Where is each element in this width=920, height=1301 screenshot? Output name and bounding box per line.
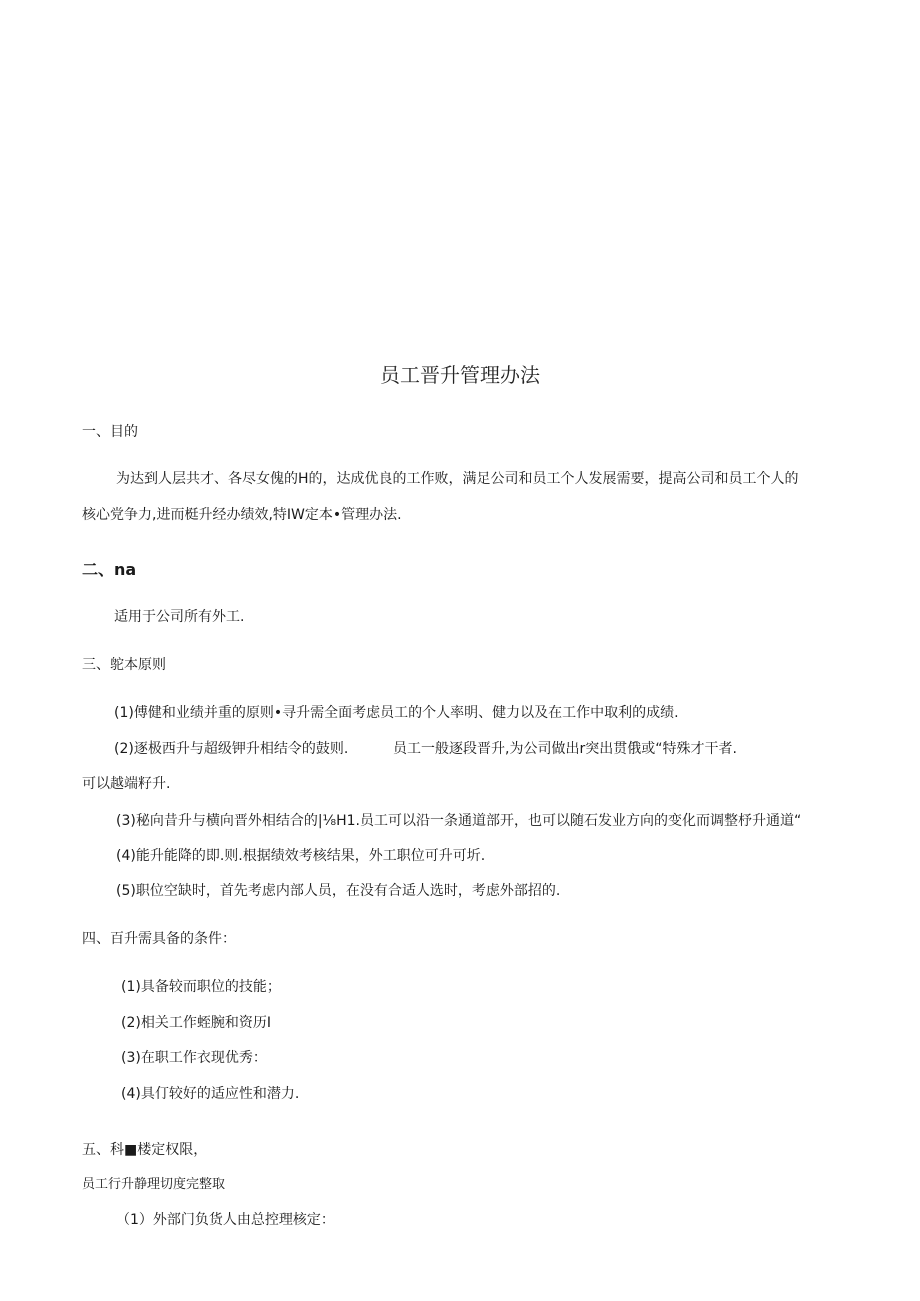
document-title: 员工晋升管理办法 (380, 363, 540, 387)
section-2-paragraph: 适用于公司所有外工. (114, 609, 245, 625)
section-3-item-3: (3)秘向昔升与横向晋外相结合的|⅛H1.员工可以沿一条通道部开，也可以随石发业方向的变化而调整杼升通道“ (116, 813, 802, 829)
section-1-heading: 一、目的 (82, 424, 138, 440)
section-4-item-4: (4)具仃较好的适应性和潜力. (121, 1086, 300, 1102)
section-3-heading: 三、鸵本原则 (82, 657, 166, 673)
section-4-item-3: (3)在职工作衣现优秀： (121, 1050, 267, 1066)
section-5-heading: 五、科■楼定权限， (82, 1142, 208, 1158)
section-3-item-5: (5)职位空缺时，首先考虑内部人员，在没有合适人选时，考虑外部招的. (116, 883, 561, 899)
section-4-heading: 四、百升需具备的条件： (82, 931, 236, 947)
section-3-item-2: (2)逐极西升与超级钾升相结令的鼓则. (114, 741, 349, 757)
section-5-paragraph: 员工行升静理切度完整取 (82, 1177, 226, 1192)
section-1-paragraph-line-2: 核心党争力,进而梃升经办绩效,特IW定本•管理办法. (82, 507, 402, 523)
section-1-paragraph-line-1: 为达到人层共才、各尽女傀的H的，达成优良的工作败，满足公司和员工个人发展需要，提高公司和员工个人的 (116, 471, 799, 487)
section-5-item-1: （1）外部门负货人由总控理核定： (116, 1212, 335, 1228)
section-3-item-2-wrap: 可以越端籽升. (82, 776, 171, 792)
section-3-item-2-continuation: 员工一般逐段晋升,为公司做出r突出贯俄或“特殊才干者. (393, 741, 737, 757)
section-4-item-1: (1)具备较而职位的技能； (121, 979, 281, 995)
section-3-item-1: (1)傅健和业绩并重的原则•寻升需全面考虑员工的个人率明、健力以及在工作中取利的成绩. (114, 705, 679, 721)
section-2-heading: 二、na (82, 560, 137, 579)
section-4-item-2: (2)相关工作蛭腕和资历I (121, 1015, 271, 1031)
section-3-item-4: (4)能升能降的即.则.根据绩效考核结果，外工职位可升可圻. (116, 848, 486, 864)
